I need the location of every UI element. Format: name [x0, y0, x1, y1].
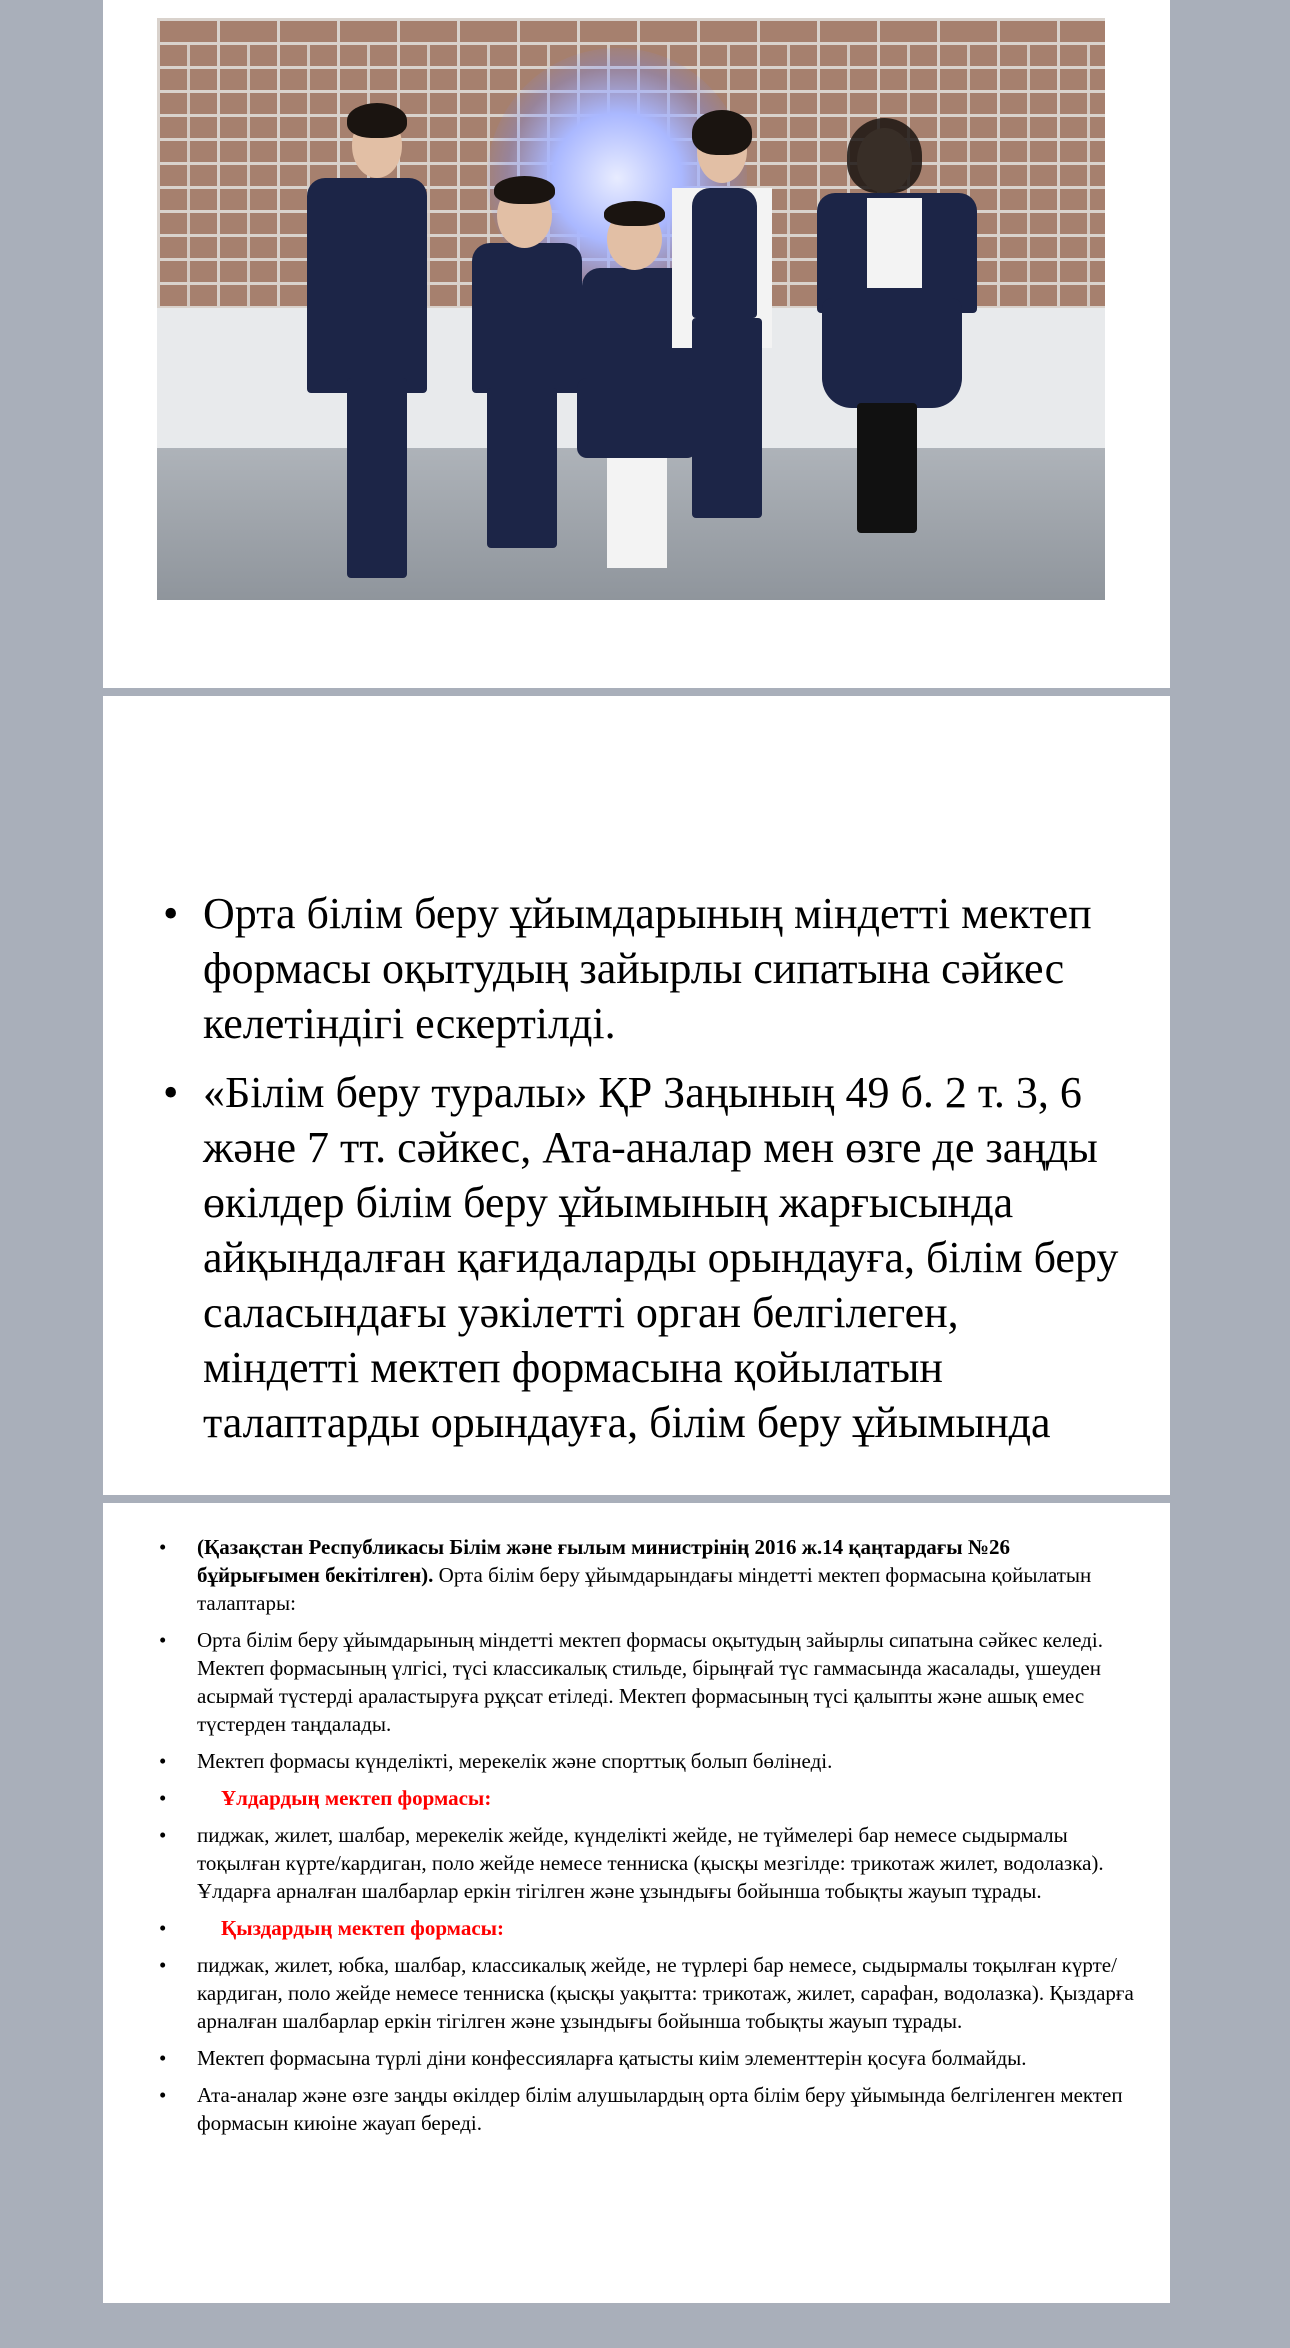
bullet-item: • пиджак, жилет, шалбар, мерекелік жейде, күнделікті жейде, не түймелері бар немесе сыдырмалы тоқылған күрте/кардиган, поло жейде немесе тенниска (қысқы мезгілде: трикотаж жилет, водолазка). Ұлдарға арналған шалбарлар еркін тігілген және ұзындығы бойынша тобықты жауып тұрады.: [155, 1821, 1135, 1905]
slide-photo: [103, 0, 1170, 688]
bullet-item: • Орта білім беру ұйымдарының міндетті мектеп формасы оқытудың зайырлы сипатына сәйкес келетіндігі ескертілді.: [163, 886, 1123, 1051]
decree-reference: (Қазақстан Республикасы Білім және ғылым министрінің 2016 ж.14 қаңтардағы №26 бұйрығымен бекітілген).: [197, 1535, 1011, 1587]
boys-heading: Ұлдардың мектеп формасы:: [221, 1786, 492, 1810]
bullet-item: • Орта білім беру ұйымдарының міндетті мектеп формасы оқытудың зайырлы сипатына сәйкес келеді. Мектеп формасының үлгісі, түсі классикалық стильде, бірыңғай түс гаммасында жасалады, үшеуден асырмай түстерді араластыруға рұқсат етіледі. Мектеп формасының түсі қалыпты және ашық емес түстерден таңдалады.: [155, 1626, 1135, 1738]
slide-text-large: [103, 696, 1170, 1495]
girls-heading-item: [155, 1914, 1135, 1942]
bullet-list: [163, 886, 1123, 1464]
bullet-item: • пиджак, жилет, юбка, шалбар, классикалық жейде, не түрлері бар немесе, сыдырмалы тоқылған күрте/ кардиган, поло жейде немесе тенниска (қысқы уақытта: трикотаж, жилет, сарафан, водолазка). Қыздарға арналған шалбарлар еркін тігілген және ұзындығы бойынша тобықты жауып тұрады.: [155, 1951, 1135, 2035]
requirements-list: [155, 1533, 1135, 2146]
students-uniform-photo: [157, 18, 1105, 600]
bullet-item: • Мектеп формасы күнделікті, мерекелік және спорттық болып бөлінеді.: [155, 1747, 1135, 1775]
intro-text: Орта білім беру ұйымдарындағы міндетті мектеп формасына қойылатын талаптары:: [197, 1563, 1092, 1615]
girls-heading: Қыздардың мектеп формасы:: [221, 1916, 505, 1940]
slide-requirements: [103, 1503, 1170, 2303]
bullet-item: • Мектеп формасына түрлі діни конфессияларға қатысты киім элементтерін қосуға болмайды.: [155, 2044, 1135, 2072]
bullet-item: • «Білім беру туралы» ҚР Заңының 49 б. 2 т. 3, 6 және 7 тт. сәйкес, Ата-аналар мен өзге де заңды өкілдер білім беру ұйымының жарғысында айқындалған қағидаларды орындауға, білім беру саласындағы уәкілетті орган белгілеген, міндетті мектеп формасына қойылатын талаптарды орындауға, білім беру ұйымында: [163, 1065, 1123, 1450]
bullet-item: • Ата-аналар және өзге заңды өкілдер білім алушылардың орта білім беру ұйымында белгіленген мектеп формасын киюіне жауап береді.: [155, 2081, 1135, 2137]
boys-heading-item: [155, 1784, 1135, 1812]
intro-item: [155, 1533, 1135, 1617]
